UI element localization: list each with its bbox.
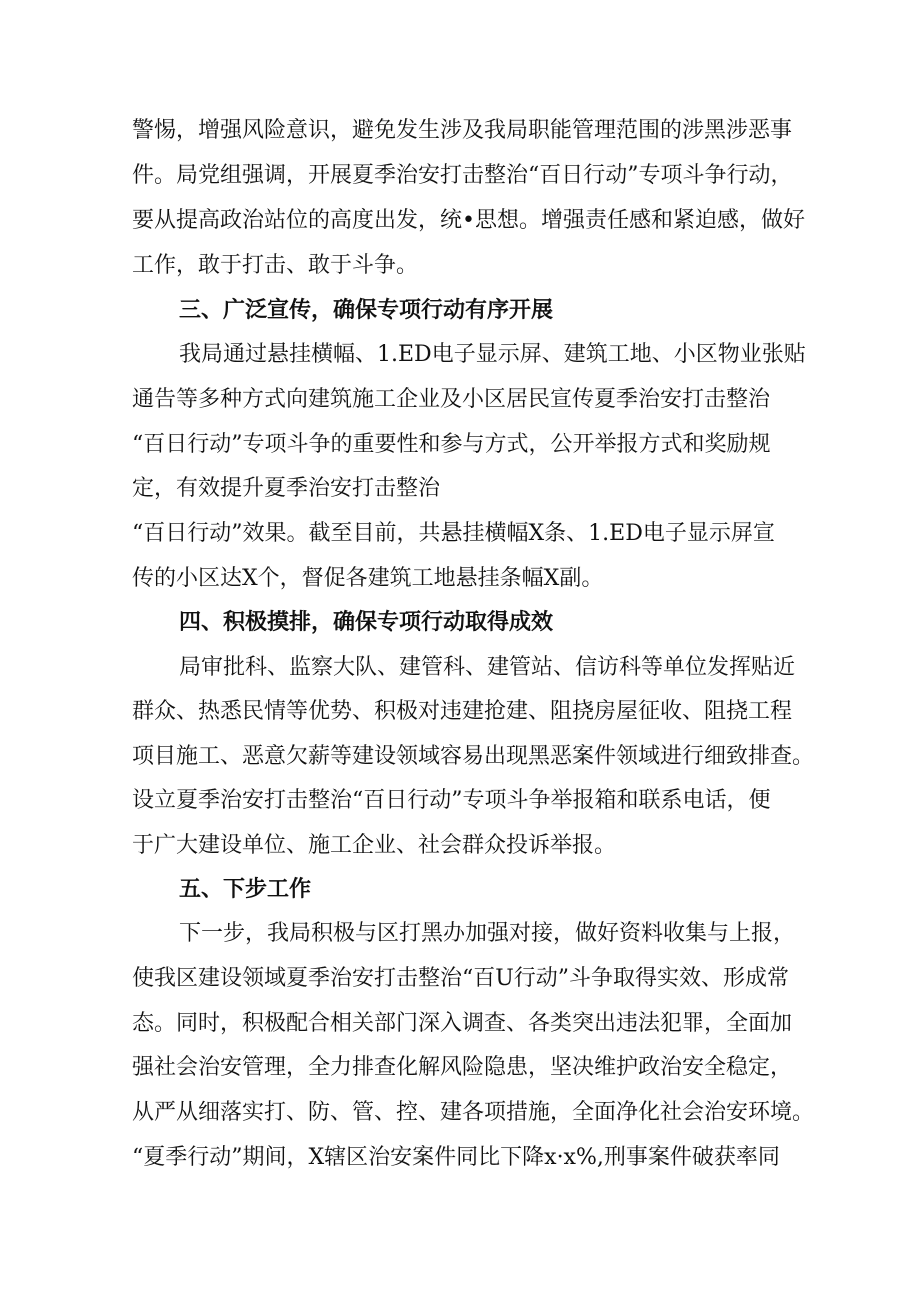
section-heading-5: 五、下步工作 [179,876,312,902]
body-line-21: “夏季行动”期间，X辖区治安案件同比下降x·x%,刑事案件破获率同 [132,1145,780,1170]
body-line-6: 通告等多种方式向建筑施工企业及小区居民宣传夏季治安打击整治 [132,387,771,412]
body-line-8: 定，有效提升夏季治安打击整治 [132,476,441,501]
section-heading-4: 四、积极摸排，确保专项行动取得成效 [179,609,554,635]
body-line-12: 群众、热悉民情等优势、积极对违建抢建、阻挠房屋征收、阻挠工程 [132,699,793,724]
body-line-10: 传的小区达X个，督促各建筑工地悬挂条幅X副。 [132,566,604,591]
body-line-13: 项目施工、恶意欠薪等建设领域容易出现黑恶案件领域进行细致排查。 [132,744,815,769]
body-line-16: 下一步，我局积极与区打黑办加强对接，做好资料收集与上报， [179,921,796,946]
body-line-17: 使我区建设领域夏季治安打击整治“百U行动”斗争取得实效、形成常 [132,966,790,991]
section-heading-3: 三、广泛宣传，确保专项行动有序开展 [179,297,554,323]
body-line-19: 强社会治安管理，全力排查化解风险隐患，坚决维护政治安全稳定， [132,1055,793,1080]
body-line-20: 从严从细落实打、防、管、控、建各项措施，全面净化社会治安环境。 [132,1100,815,1125]
body-line-5: 我局通过悬挂横幅、1.ED电子显示屏、建筑工地、小区物业张贴 [179,342,806,367]
body-line-14: 设立夏季治安打击整治“百日行动”专项斗争举报箱和联系电话，便 [132,788,771,813]
body-line-4: 工作，敢于打击、敢于斗争。 [132,253,419,278]
body-line-2: 件。局党组强调，开展夏季治安打击整治“百日行动”专项斗争行动， [132,163,793,188]
body-line-9: “百日行动”效果。截至目前，共悬挂横幅X条、1.ED电子显示屏宣 [132,521,775,546]
body-line-1: 警惕，增强风险意识，避免发生涉及我局职能管理范围的涉黑涉恶事 [132,118,793,143]
body-line-11: 局审批科、监察大队、建管科、建管站、信访科等单位发挥贴近 [179,655,796,680]
body-line-18: 态。同时，积极配合相关部门深入调查、各类突出违法犯罪，全面加 [132,1011,793,1036]
body-line-15: 于广大建设单位、施工企业、社会群众投诉举报。 [132,833,617,858]
body-line-3: 要从提高政治站位的高度出发，统•思想。增强责任感和紧迫感，做好 [132,208,805,233]
body-line-7: “百日行动”专项斗争的重要性和参与方式，公开举报方式和奖励规 [132,432,771,457]
